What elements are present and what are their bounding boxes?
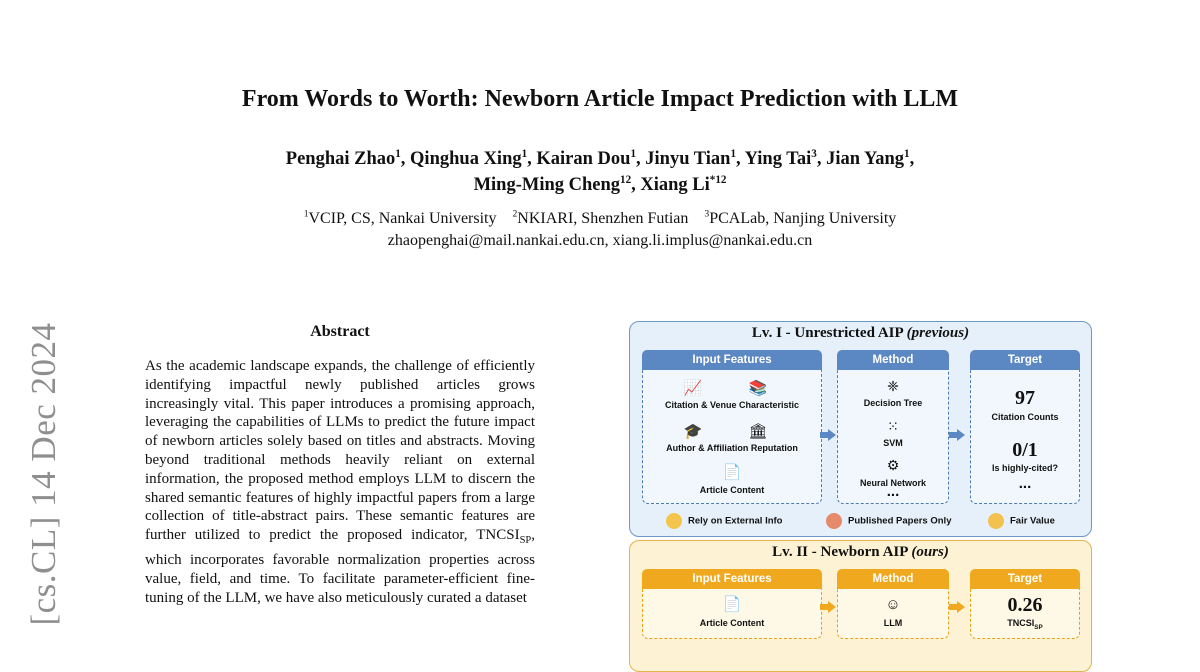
building-icon: 🏛: [748, 423, 768, 440]
right-arrow-icon: [957, 601, 965, 613]
scatter-icon: ⁙: [887, 418, 899, 434]
author: Kairan Dou: [536, 149, 631, 169]
method-column: [837, 569, 949, 639]
affiliation: VCIP, CS, Nankai University: [308, 210, 497, 227]
brain-icon: ⚙: [886, 457, 900, 473]
affiliations: $^1$VCIP, CS, Nankai University $^2$NKIARI, Shenzhen Futian $^3$PCALab, Nanjing University zhaopenghai@mail.nankai.edu.cn, xiang.li.implus@nankai.edu.cn: [303, 208, 897, 249]
author: Qinghua Xing: [410, 149, 522, 169]
target-column: [970, 569, 1080, 639]
right-arrow-icon: [828, 601, 836, 613]
input-features-column: [642, 350, 822, 504]
arxiv-stamp: [cs.CL] 14 Dec 2024: [24, 322, 63, 626]
author: Ying Tai: [744, 149, 812, 169]
input-item: Article Content: [699, 485, 765, 495]
method-item: Decision Tree: [863, 398, 923, 408]
method-item: Neural Network: [859, 478, 927, 488]
ellipsis: ...: [886, 483, 900, 500]
column-header: Target: [970, 350, 1080, 370]
target-column: [970, 350, 1080, 504]
affiliation: NKIARI, Shenzhen Futian: [517, 210, 689, 227]
column-header: Input Features: [642, 350, 822, 370]
shocked-face-icon: [826, 513, 842, 529]
coins-icon: [988, 513, 1004, 529]
panel-title: Lv. II - Newborn AIP (ours): [772, 544, 949, 560]
tree-icon: ❈: [887, 378, 899, 394]
emails: zhaopenghai@mail.nankai.edu.cn, xiang.li.implus@nankai.edu.cn: [387, 232, 813, 249]
input-item: Article Content: [699, 618, 765, 628]
ellipsis: ...: [1018, 475, 1032, 492]
figure-panel-level1: [629, 321, 1092, 537]
document-icon: 📄: [722, 596, 742, 613]
method-item: LLM: [883, 618, 903, 628]
author: Jinyu Tian: [645, 149, 731, 169]
input-item: Author & Affiliation Reputation: [666, 443, 798, 453]
input-features-column: [642, 569, 822, 639]
target-label: Citation Counts: [991, 412, 1059, 422]
abstract-heading: Abstract: [310, 323, 370, 340]
target-value: 0.26: [1007, 594, 1043, 616]
author-list: Penghai Zhao$^1$, Qinghua Xing$^1$, Kairan Dou$^1$, Jinyu Tian$^1$, Ying Tai$^3$, Jian Yang$^1$, Ming-Ming Cheng$^{12}$, Xiang Li$^{*12}$: [285, 147, 915, 195]
right-arrow-icon: [957, 429, 965, 441]
author: Jian Yang: [826, 149, 905, 169]
method-item: SVM: [883, 438, 903, 448]
footer-note: Published Papers Only: [826, 513, 951, 529]
affiliation: PCALab, Nanjing University: [709, 210, 897, 227]
ai-head-icon: ☺: [885, 596, 901, 613]
panel-title: Lv. I - Unrestricted AIP (previous): [751, 325, 970, 341]
footer-note: Rely on External Info: [666, 513, 783, 529]
author: Xiang Li: [640, 175, 710, 195]
target-value: 0/1: [1012, 439, 1038, 461]
column-header: Method: [837, 569, 949, 589]
worried-face-icon: [666, 513, 682, 529]
column-header: Target: [970, 569, 1080, 589]
graduation-cap-icon: 🎓: [683, 423, 703, 440]
footer-note: Fair Value: [988, 513, 1055, 529]
document-icon: 📄: [722, 464, 742, 481]
paper-title: From Words to Worth: Newborn Article Impact Prediction with LLM: [241, 86, 959, 112]
figure-panel-level2: [629, 540, 1092, 672]
books-icon: 📚: [748, 380, 768, 397]
target-label: Is highly-cited?: [991, 463, 1058, 473]
abstract-text: As the academic landscape expands, the challenge of efficiently identifying impactful newly published articles grows increasingly vital. This paper introduces a promising approach, leveraging the capabilities of LLMs to predict the future impact of newborn articles solely based on titles and abstracts. Moving beyond traditional methods heavily reliant on external information, the proposed method employs LLM to discern the shared semantic features of highly impactful papers from a large collection of title-abstract pairs. These semantic features are further utilized to predict the proposed indicator, $TNCSI_{SP}$, which incorporates favorable normalization properties across value, field, and time. To facilitate parameter-efficient fine-tuning of the LLM, we have also meticulously curated a dataset: [145, 358, 535, 606]
target-value: 97: [1015, 387, 1035, 409]
method-column: [837, 350, 949, 504]
input-item: Citation & Venue Characteristic: [664, 400, 800, 410]
column-header: Method: [837, 350, 949, 370]
column-header: Input Features: [642, 569, 822, 589]
target-label: $TNCSI_{SP}$: [1007, 618, 1043, 631]
author: Ming-Ming Cheng: [473, 175, 621, 195]
author: Penghai Zhao: [285, 149, 396, 169]
line-chart-icon: 📈: [683, 380, 703, 397]
right-arrow-icon: [828, 429, 836, 441]
